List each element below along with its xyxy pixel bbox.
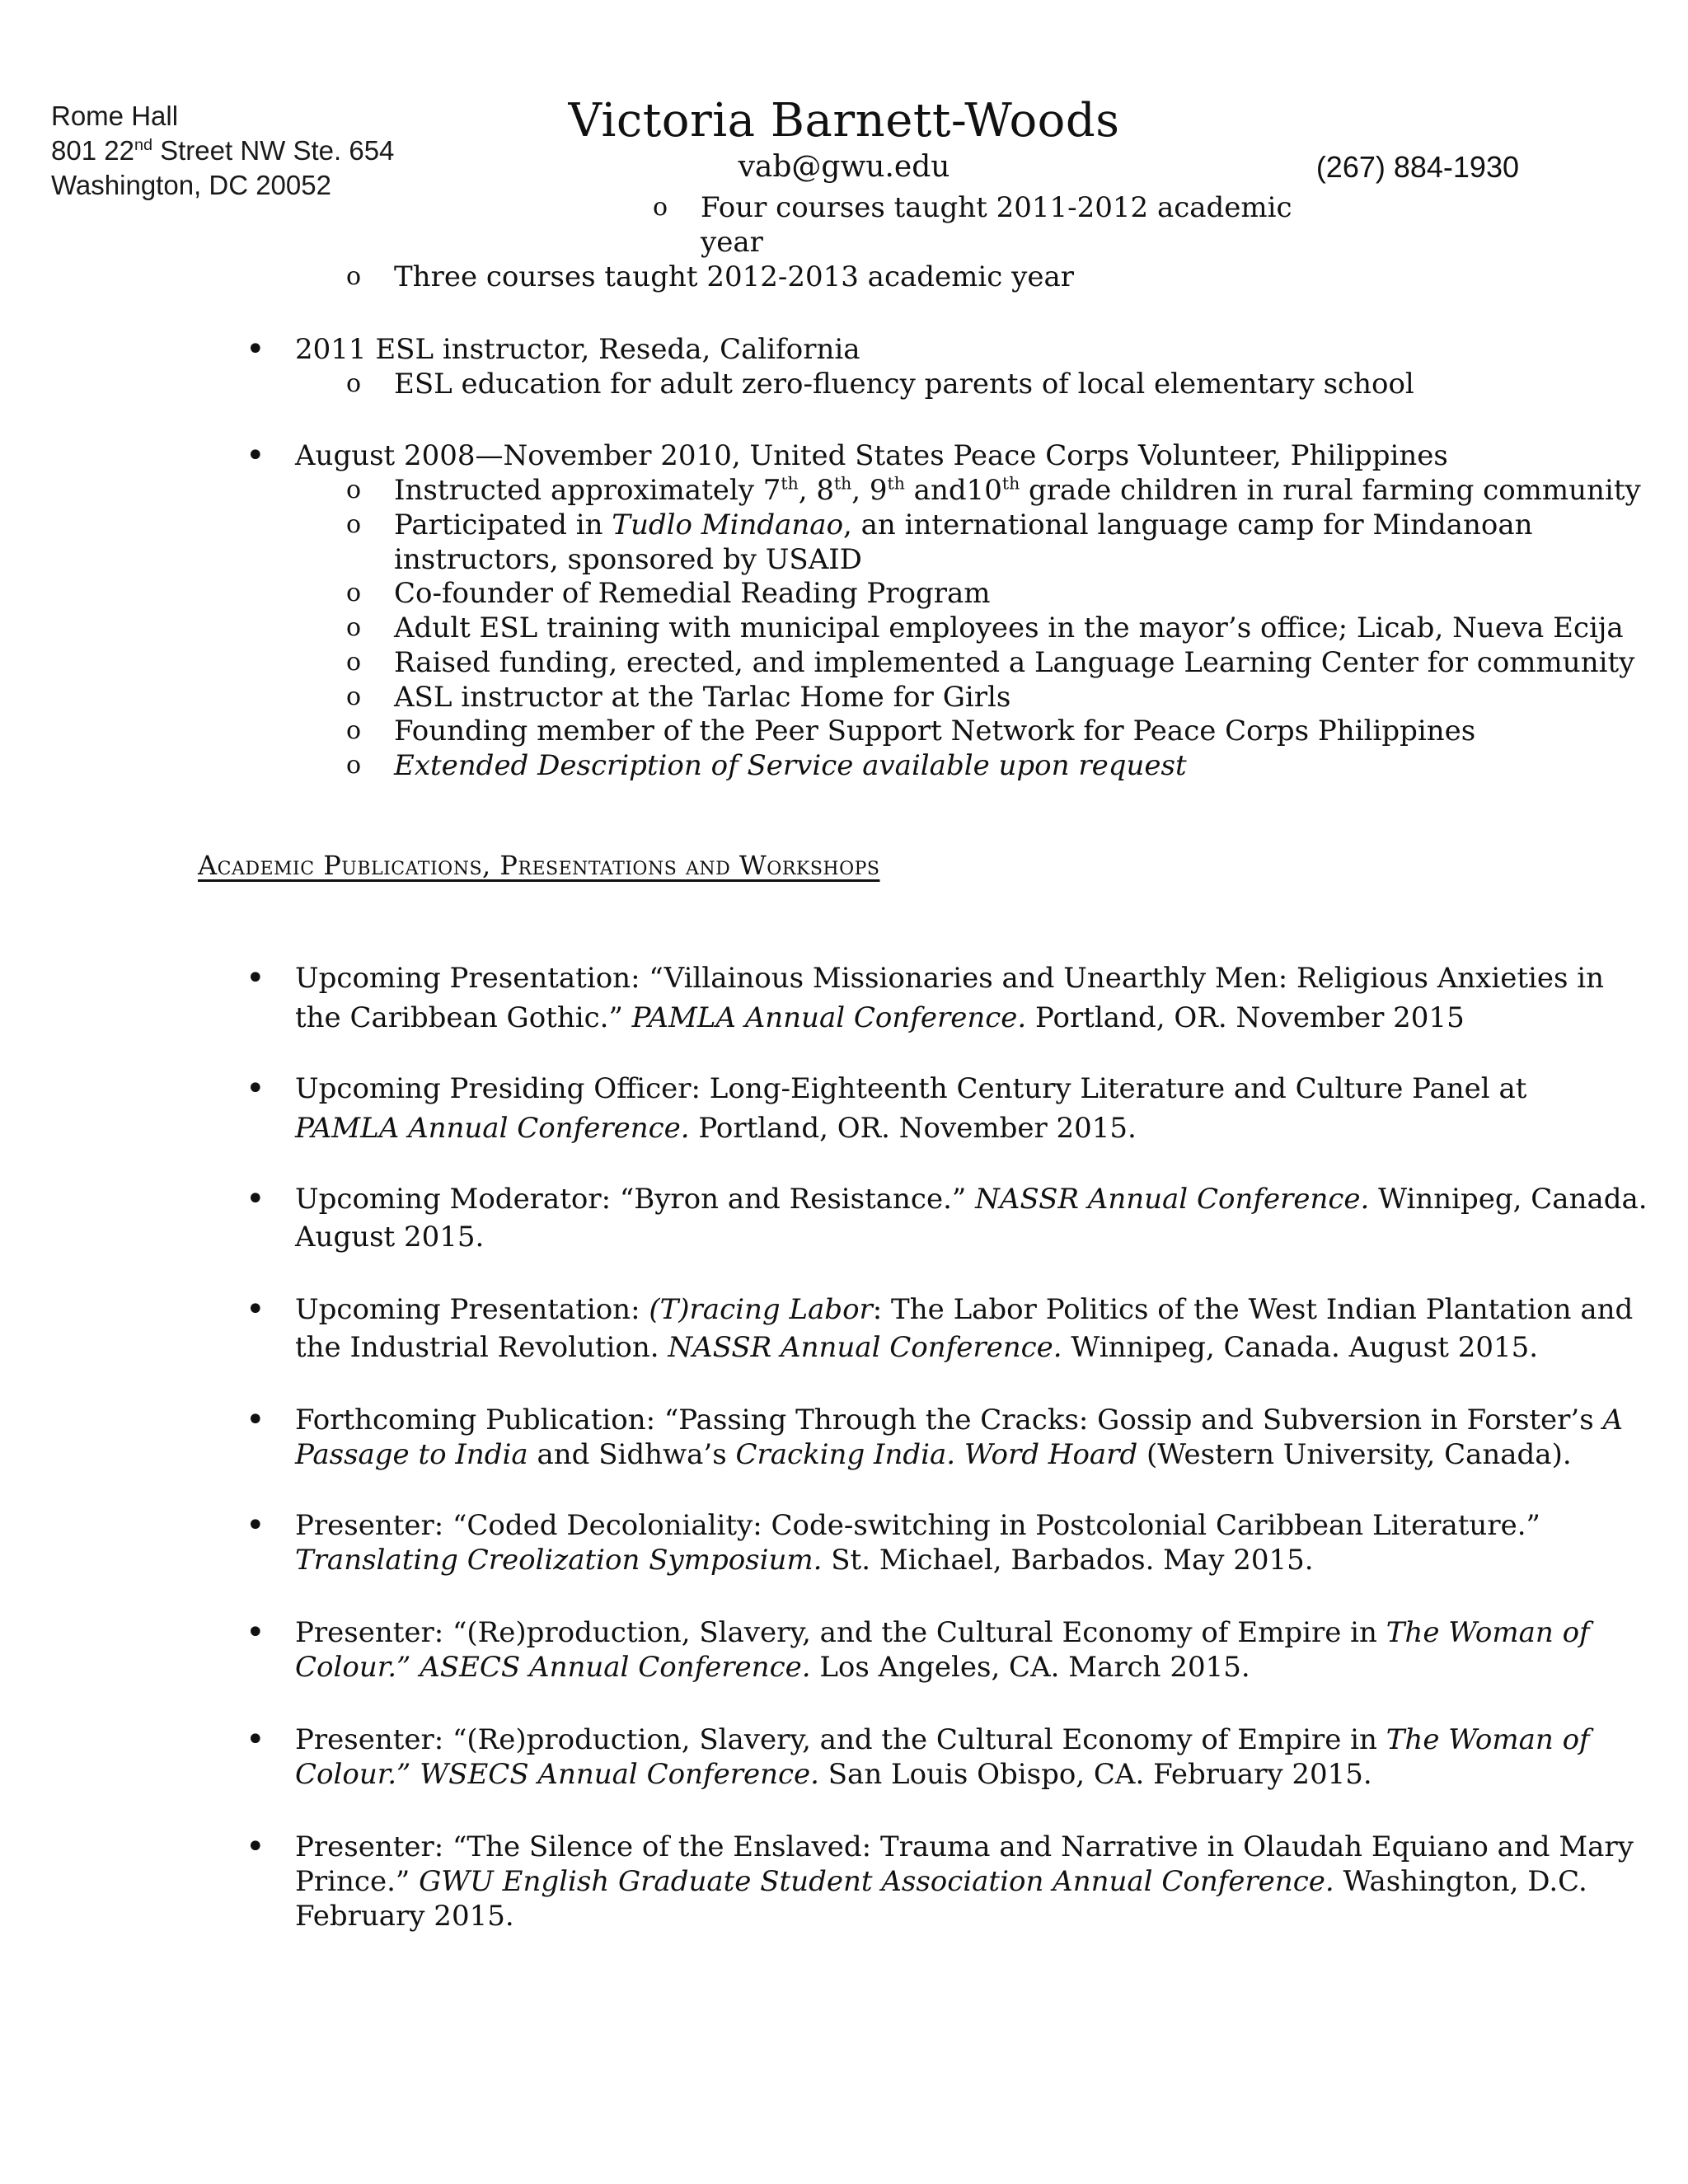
sub-item-continued: instructors, sponsored by USAID <box>394 543 862 576</box>
bullet-marker: • <box>246 1614 265 1652</box>
publication-entry: Upcoming Presentation: “Villainous Missionaries and Unearthly Men: Religious Anxieties in <box>295 962 1605 995</box>
phone-number: (267) 884-1930 <box>1315 150 1519 184</box>
sub-bullet-marker: o <box>653 193 668 222</box>
sub-item: ASL instructor at the Tarlac Home for Girls <box>394 681 1011 714</box>
sub-bullet-marker: o <box>346 613 362 642</box>
bullet-marker: • <box>246 1291 265 1329</box>
sub-item: Three courses taught 2012-2013 academic year <box>394 260 1074 293</box>
bullet-marker: • <box>246 959 265 997</box>
sub-bullet-marker: o <box>346 716 362 745</box>
publication-entry-continued: Translating Creolization Symposium. St. Michael, Barbados. May 2015. <box>295 1544 1314 1577</box>
publication-entry-continued: the Industrial Revolution. NASSR Annual Conference. Winnipeg, Canada. August 2015. <box>295 1331 1539 1364</box>
bullet-marker: • <box>246 1401 265 1439</box>
sub-bullet-marker: o <box>346 648 362 677</box>
section-heading: Academic Publications, Presentations and Workshops <box>198 850 880 881</box>
sub-bullet-marker: o <box>346 751 362 780</box>
sub-item: ESL education for adult zero-fluency parents of local elementary school <box>394 368 1414 401</box>
sub-item: Co-founder of Remedial Reading Program <box>394 577 991 610</box>
sub-bullet-marker: o <box>346 476 362 504</box>
publication-entry: Presenter: “Coded Decoloniality: Code-switching in Postcolonial Caribbean Literature.” <box>295 1509 1540 1542</box>
sub-bullet-marker: o <box>346 579 362 607</box>
sub-item: Four courses taught 2011-2012 academic <box>701 191 1292 224</box>
sub-item: Instructed approximately 7th, 8th, 9th and10th grade children in rural farming community <box>394 473 1641 507</box>
sub-item: Founding member of the Peer Support Network for Peace Corps Philippines <box>394 715 1476 748</box>
email-link[interactable]: vab@gwu.edu <box>738 150 950 184</box>
publication-entry: Upcoming Presiding Officer: Long-Eighteenth Century Literature and Culture Panel at <box>295 1072 1527 1105</box>
publication-entry-continued: August 2015. <box>295 1221 485 1254</box>
sub-bullet-marker: o <box>346 369 362 398</box>
sub-bullet-marker: o <box>346 510 362 539</box>
publication-entry: Upcoming Presentation: (T)racing Labor: The Labor Politics of the West Indian Plantation and <box>295 1293 1634 1326</box>
publication-entry-continued: PAMLA Annual Conference. Portland, OR. November 2015. <box>295 1112 1137 1145</box>
list-item: August 2008—November 2010, United States Peace Corps Volunteer, Philippines <box>295 439 1448 472</box>
publication-entry: Upcoming Moderator: “Byron and Resistance.” NASSR Annual Conference. Winnipeg, Canada. <box>295 1183 1648 1216</box>
sub-item: Extended Description of Service available upon request <box>394 749 1187 782</box>
sub-item: Participated in Tudlo Mindanao, an international language camp for Mindanoan <box>394 509 1533 541</box>
address-line-1: Rome Hall <box>51 101 179 131</box>
publication-entry-continued: Colour.” ASECS Annual Conference. Los Angeles, CA. March 2015. <box>295 1651 1250 1684</box>
publication-entry-continued: Passage to India and Sidhwa’s Cracking India. Word Hoard (Western University, Canada). <box>295 1438 1572 1471</box>
sub-item: Adult ESL training with municipal employees in the mayor’s office; Licab, Nueva Ecija <box>394 612 1624 644</box>
sub-bullet-marker: o <box>346 682 362 711</box>
bullet-marker: • <box>246 1507 265 1544</box>
publication-entry: Presenter: “The Silence of the Enslaved: Trauma and Narrative in Olaudah Equiano and Mary <box>295 1830 1634 1863</box>
address-line-2: 801 22nd Street NW Ste. 654 <box>51 135 395 166</box>
bullet-marker: • <box>246 1180 265 1218</box>
publication-entry-continued: the Caribbean Gothic.” PAMLA Annual Conference. Portland, OR. November 2015 <box>295 1001 1465 1034</box>
address-line-3: Washington, DC 20052 <box>51 170 331 200</box>
publication-entry: Presenter: “(Re)production, Slavery, and the Cultural Economy of Empire in The Woman of <box>295 1723 1590 1756</box>
bullet-marker: • <box>246 1070 265 1108</box>
bullet-marker: • <box>246 437 265 475</box>
publication-entry-continued: Colour.” WSECS Annual Conference. San Louis Obispo, CA. February 2015. <box>295 1758 1372 1791</box>
publication-entry-continued: Prince.” GWU English Graduate Student Association Annual Conference. Washington, D.C. <box>295 1865 1587 1898</box>
sub-bullet-marker: o <box>346 262 362 291</box>
bullet-marker: • <box>246 1828 265 1866</box>
publication-entry-continued: February 2015. <box>295 1900 514 1933</box>
bullet-marker: • <box>246 1721 265 1759</box>
sub-item-continued: year <box>701 226 763 259</box>
publication-entry: Forthcoming Publication: “Passing Through the Cracks: Gossip and Subversion in Forster’s A <box>295 1404 1624 1436</box>
sub-item: Raised funding, erected, and implemented a Language Learning Center for community <box>394 646 1635 679</box>
bullet-marker: • <box>246 330 265 368</box>
publication-entry: Presenter: “(Re)production, Slavery, and the Cultural Economy of Empire in The Woman of <box>295 1616 1590 1649</box>
page-title: Victoria Barnett-Woods <box>568 94 1120 148</box>
list-item: 2011 ESL instructor, Reseda, California <box>295 333 860 366</box>
